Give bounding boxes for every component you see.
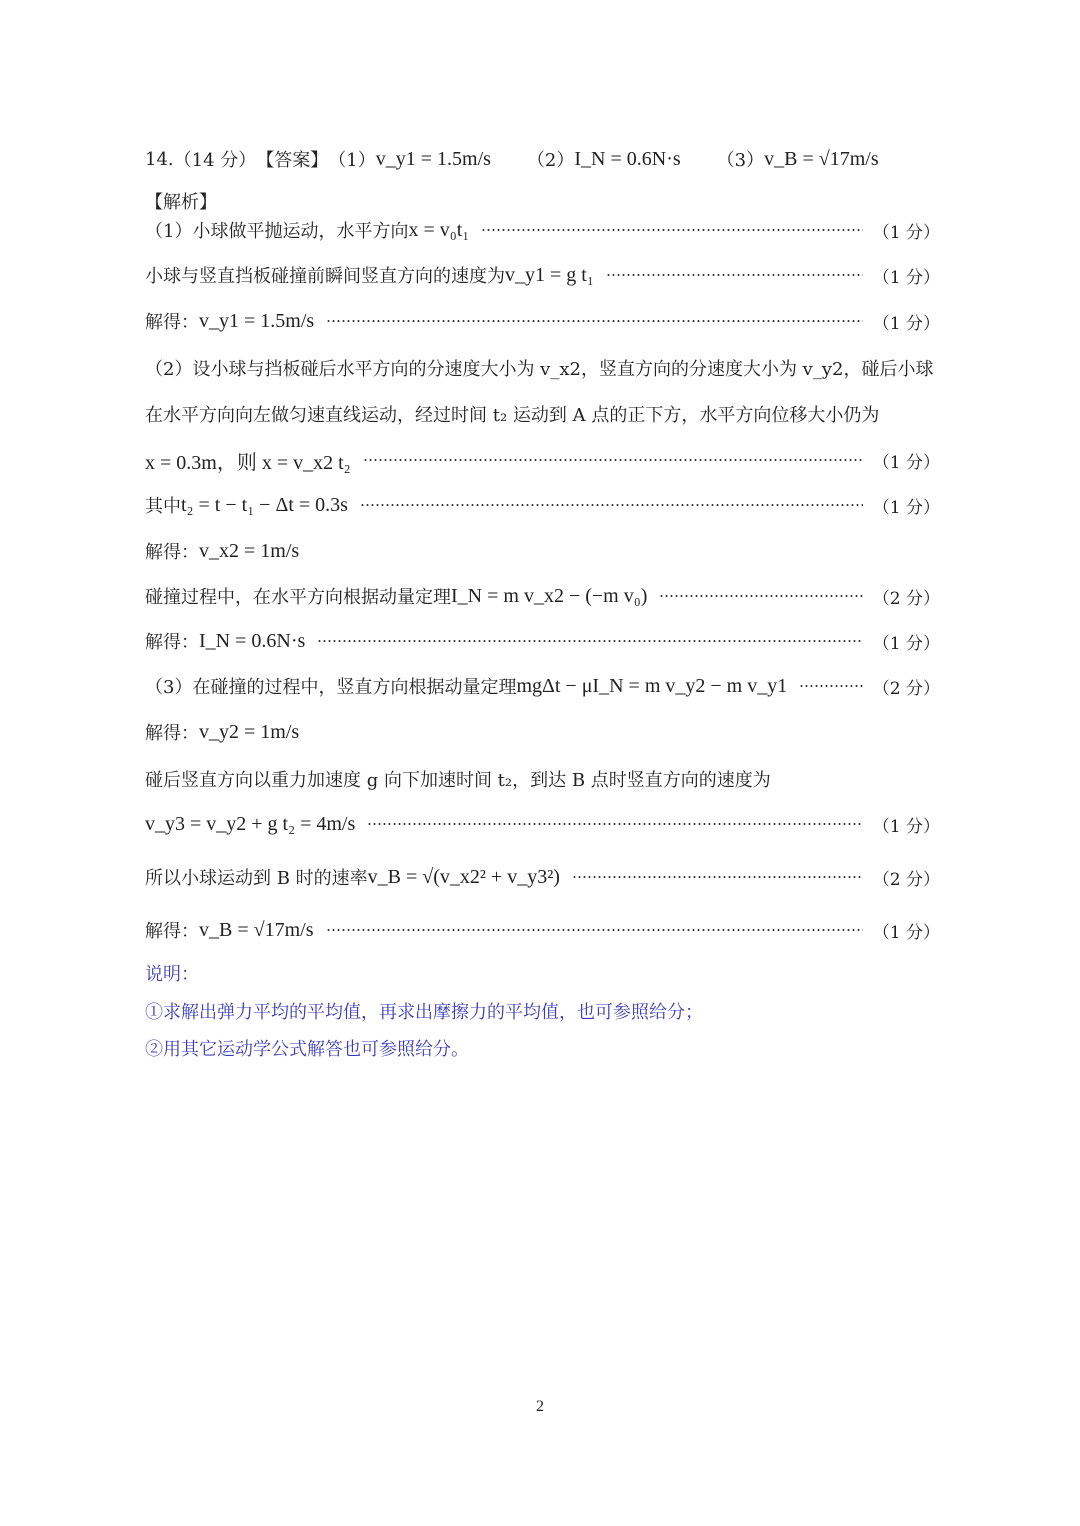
score: （2 分） [872,588,940,609]
score: （1 分） [872,497,940,518]
note-item: ②用其它运动学公式解答也可参照给分。 [145,1039,469,1060]
solution-line: （2）设小球与挡板碰后水平方向的分速度大小为 v_x2，竖直方向的分速度大小为 v_y2，碰后小球 [145,359,934,380]
answer-header [145,141,940,177]
solution-line: 其中 t₂ = t − t₁ − Δt = 0.3s （1 分） [145,493,940,518]
score: （1 分） [872,633,940,654]
dot-leader [326,320,863,322]
solution-line: v_y3 = v_y2 + g t₂ = 4m/s （1 分） [145,812,940,837]
answer-3-expr: v_B = √17m/s [764,147,879,170]
score: （1 分） [872,267,940,288]
dot-leader [326,929,863,931]
solution-line: 解得： v_x2 = 1m/s [145,539,300,563]
score: （2 分） [872,869,940,890]
dot-leader [572,876,863,878]
score: （1 分） [872,922,940,943]
solution-line: 在水平方向向左做匀速直线运动，经过时间 t₂ 运动到 A 点的正下方，水平方向位移大小仍为 [145,405,880,426]
answer-2-expr: I_N = 0.6N·s [574,147,681,170]
dot-leader [363,459,863,461]
solution-line: 所以小球运动到 B 时的速率 v_B = √(v_x2² + v_y3²) （2 分） [145,865,940,890]
question-number: 14. [145,148,174,170]
solution-line: 小球与竖直挡板碰撞前瞬间竖直方向的速度为 v_y1 = g t₁ （1 分） [145,263,940,288]
score: （1 分） [872,816,940,837]
score: （1 分） [872,313,940,334]
page-number: 2 [536,1398,544,1415]
dot-leader [367,823,863,825]
solution-line: 碰撞过程中，在水平方向根据动量定理 I_N = m v_x2 − (−m v₀) （2 分） [145,584,940,609]
solution-line: 解得： I_N = 0.6N·s （1 分） [145,629,940,654]
dot-leader [799,685,863,687]
answer-1-label: （1） [328,150,376,171]
answer-tag: 【答案】 [256,150,329,171]
solution-line: （1）小球做平抛运动，水平方向 x = v₀t₁ （1 分） [145,218,940,243]
dot-leader [659,595,862,597]
answer-1-expr: v_y1 = 1.5m/s [375,147,491,170]
solution-line: x = 0.3m，则 x = v_x2 t₂ （1 分） [145,442,940,478]
solution-line: （3）在碰撞的过程中，竖直方向根据动量定理 mgΔt − μI_N = m v_y2 − m v_y1 （2 分） [145,674,940,699]
score: （1 分） [872,222,940,243]
answer-3-label: （3） [716,150,765,171]
solution-line: 碰后竖直方向以重力加速度 g 向下加速时间 t₂，到达 B 点时竖直方向的速度为 [145,770,771,791]
analysis-heading: 【解析】 [145,192,217,213]
question-points: （14 分） [173,150,257,171]
solution-line: 解得： v_y1 = 1.5m/s （1 分） [145,309,940,334]
score: （2 分） [872,678,940,699]
score: （1 分） [872,452,940,473]
solution-line: 解得： v_B = √17m/s （1 分） [145,918,940,943]
dot-leader [317,640,862,642]
answer-2-label: （2） [526,150,575,171]
notes-title: 说明： [145,964,199,985]
dot-leader [360,504,863,506]
dot-leader [481,229,863,231]
note-item: ①求解出弹力平均的平均值，再求出摩擦力的平均值，也可参照给分； [145,1002,703,1023]
solution-line: 解得： v_y2 = 1m/s [145,720,300,744]
dot-leader [606,274,863,276]
